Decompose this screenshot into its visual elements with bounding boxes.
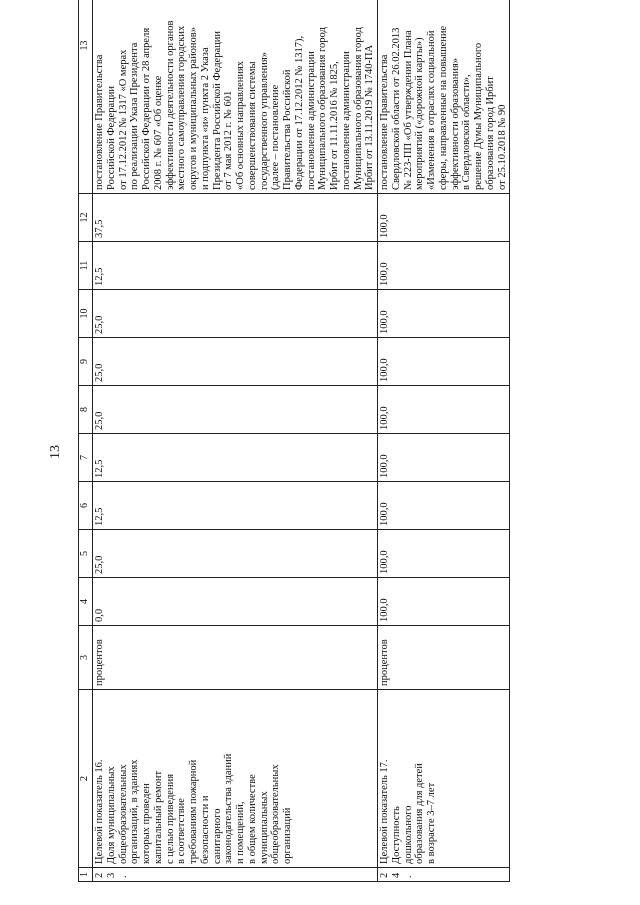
source-line: Муниципального образования город — [317, 27, 329, 190]
source-line: решение Думы Муниципального — [473, 42, 484, 190]
value-cell: 100,0 — [378, 578, 510, 626]
value-cell: 100,0 — [378, 386, 510, 434]
indicator-line: и помещений, — [235, 801, 246, 864]
indicator-line: общеобразовательных — [270, 764, 282, 864]
row-number: 23. — [93, 868, 378, 882]
value-cell: 25,0 — [93, 338, 378, 386]
column-header: 13 — [79, 0, 93, 194]
value-cell: 12,5 — [93, 434, 378, 482]
value-cell: 25,0 — [93, 530, 378, 578]
column-header: 11 — [79, 242, 93, 290]
value-cell: 100,0 — [378, 194, 510, 242]
indicators-table — [78, 0, 510, 882]
value-cell: 100,0 — [378, 434, 510, 482]
source-line: эффективности деятельности органов — [164, 20, 176, 190]
value-cell: 37,5 — [93, 194, 378, 242]
column-header: 3 — [79, 626, 93, 690]
value-cell: 12,5 — [93, 242, 378, 290]
rotated-table-wrapper — [78, 20, 548, 882]
indicator-line: образования для детей — [414, 763, 426, 864]
column-header: 7 — [79, 434, 93, 482]
row-number: 24. — [378, 868, 510, 882]
column-header: 2 — [79, 690, 93, 868]
column-header: 1 — [79, 868, 93, 882]
indicator-line: капитальный ремонт — [152, 770, 164, 864]
indicator-cell — [378, 690, 510, 868]
source-line: Муниципального образования город — [352, 27, 364, 190]
source-line: образования город Ирбит — [484, 76, 496, 190]
indicator-line: в возрасте 3–7 лет — [426, 782, 437, 864]
indicator-line: муниципальных — [258, 791, 270, 864]
source-line: и подпункта «и» пункта 2 Указа — [199, 47, 211, 190]
value-cell: 25,0 — [93, 290, 378, 338]
source-line: (далее – постановление — [270, 84, 282, 190]
value-cell: 0,0 — [93, 578, 378, 626]
column-header: 9 — [79, 338, 93, 386]
table-row — [378, 0, 510, 882]
column-header: 5 — [79, 530, 93, 578]
column-header: 12 — [79, 194, 93, 242]
source-line: в Свердловской области», — [461, 74, 473, 190]
value-cell: 100,0 — [378, 290, 510, 338]
indicator-line: санитарного — [211, 808, 223, 864]
page-number: 13 — [48, 445, 63, 459]
column-header: 6 — [79, 482, 93, 530]
indicator-line: Доступность — [390, 806, 402, 864]
source-line: № 223-ПП «Об утверждении Плана — [402, 30, 414, 190]
source-line: 2008 г. № 607 «Об оценке — [152, 75, 164, 190]
indicator-line: Доля муниципальных — [105, 766, 117, 864]
source-line: от 25.10.2018 № 90 — [496, 104, 508, 190]
table-body — [79, 0, 510, 882]
indicator-line: общеобразовательных — [117, 764, 129, 864]
column-header: 10 — [79, 290, 93, 338]
indicator-line: с целью приведения — [164, 773, 176, 864]
source-line: постановление Правительства — [94, 54, 105, 190]
source-line: постановление Правительства — [379, 54, 390, 190]
value-cell: 100,0 — [378, 530, 510, 578]
source-line: сферы, направленные на повышение — [437, 25, 449, 190]
indicator-line: Целевой показатель 16. — [94, 759, 105, 864]
indicator-line: в общем количестве — [246, 774, 258, 864]
indicator-cell — [93, 690, 378, 868]
source-line: по реализации Указа Президента — [129, 42, 141, 190]
source-line: Правительства Российской — [282, 69, 293, 190]
source-line: от 7 мая 2012 г. № 601 — [223, 90, 235, 190]
source-line: Ирбит от 11.11.2016 № 1825, — [329, 61, 340, 190]
value-cell: 12,5 — [93, 482, 378, 530]
source-line: государственного управления» — [258, 52, 270, 190]
source-line: совершенствования системы — [246, 61, 258, 190]
unit-cell: процентов — [93, 626, 378, 690]
indicator-line: в соответствие — [176, 798, 188, 864]
source-line: «Об основных направлениях — [235, 60, 246, 190]
column-header: 8 — [79, 386, 93, 434]
source-line: местного самоуправления городских — [176, 25, 188, 190]
source-line: от 17.12.2012 № 1317 «О мерах — [117, 49, 129, 190]
source-line: эффективности образования» — [449, 57, 461, 190]
column-header: 4 — [79, 578, 93, 626]
indicator-line: требованиям пожарной — [188, 759, 199, 864]
indicator-line: организаций — [282, 807, 293, 864]
value-cell: 100,0 — [378, 242, 510, 290]
indicator-line: безопасности и — [199, 795, 211, 864]
indicator-line: дошкольного — [402, 805, 414, 864]
indicator-line: которых проведен — [141, 783, 152, 864]
unit-cell: процентов — [378, 626, 510, 690]
value-cell: 100,0 — [378, 338, 510, 386]
source-line: «Изменения в отраслях социальной — [426, 30, 437, 190]
source-line: постановление администрации — [305, 51, 317, 190]
table-row — [93, 0, 378, 882]
source-line: округов и муниципальных районов» — [188, 26, 199, 190]
source-line: Российской Федерации от 28 апреля — [141, 27, 152, 190]
source-line: Свердловской области от 26.02.2013 — [390, 27, 402, 190]
value-cell: 25,0 — [93, 386, 378, 434]
source-line: Президента Российской Федерации — [211, 31, 223, 190]
source-line: Федерации от 17.12.2012 № 1317), — [293, 35, 305, 190]
indicator-line: законодательства зданий — [223, 753, 235, 864]
table-header-row — [79, 0, 93, 882]
value-cell: 100,0 — [378, 482, 510, 530]
source-line: мероприятий («дорожной карты») — [414, 37, 426, 190]
indicator-line: организаций, в зданиях — [129, 759, 141, 864]
source-cell — [378, 0, 510, 194]
indicator-line: Целевой показатель 17. — [379, 759, 390, 864]
source-line: постановление администрации — [340, 51, 352, 190]
source-line: Российской Федерации — [105, 86, 117, 190]
source-cell — [93, 0, 378, 194]
source-line: Ирбит от 13.11.2019 № 1740-ПА — [364, 44, 376, 190]
